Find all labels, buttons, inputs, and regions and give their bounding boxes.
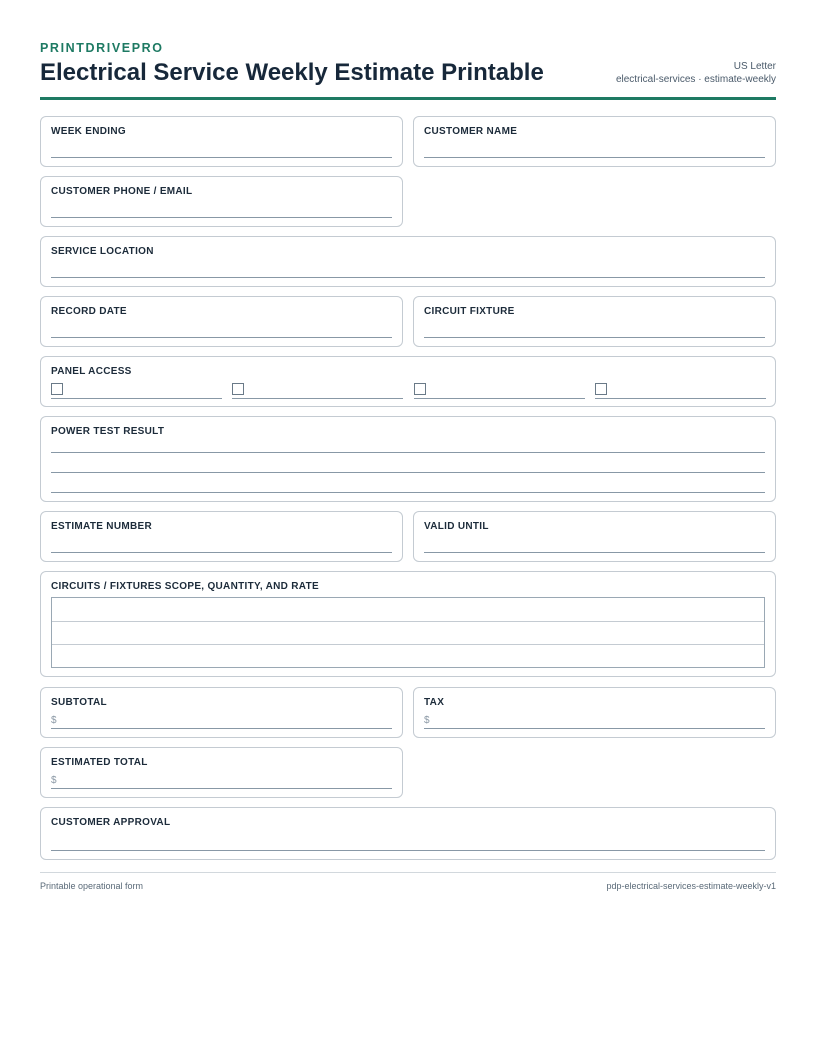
write-line[interactable] (232, 398, 403, 399)
currency-symbol: $ (51, 715, 57, 726)
field-label: CUSTOMER PHONE / EMAIL (51, 186, 193, 197)
customer-contact-field[interactable] (40, 176, 403, 227)
field-label: SERVICE LOCATION (51, 246, 154, 257)
write-line[interactable] (414, 398, 585, 399)
estimated-total-field[interactable] (40, 747, 403, 798)
write-line[interactable] (51, 728, 392, 729)
panel-access-option-4[interactable] (595, 383, 766, 399)
field-label: TAX (424, 697, 445, 708)
panel-access-option-3[interactable] (414, 383, 585, 399)
week-ending-field[interactable] (40, 116, 403, 167)
field-label: CIRCUIT FIXTURE (424, 306, 515, 317)
currency-symbol: $ (424, 715, 430, 726)
field-label: POWER TEST RESULT (51, 426, 165, 437)
write-line[interactable] (424, 728, 765, 729)
field-label: CUSTOMER NAME (424, 126, 518, 137)
checkbox[interactable] (51, 383, 63, 395)
document-meta (616, 60, 776, 86)
write-line[interactable] (51, 217, 392, 218)
brand-name: PRINTDRIVEPRO (40, 41, 164, 55)
tax-field[interactable] (413, 687, 776, 738)
field-label: CUSTOMER APPROVAL (51, 817, 171, 828)
write-line[interactable] (51, 452, 765, 453)
write-line[interactable] (51, 337, 392, 338)
currency-symbol: $ (51, 775, 57, 786)
panel-access-option-2[interactable] (232, 383, 403, 399)
field-label: PANEL ACCESS (51, 366, 132, 377)
field-label: RECORD DATE (51, 306, 127, 317)
record-date-field[interactable] (40, 296, 403, 347)
write-line[interactable] (51, 277, 765, 278)
power-test-result-field[interactable] (40, 416, 776, 502)
write-line[interactable] (595, 398, 766, 399)
checkbox[interactable] (414, 383, 426, 395)
scope-table-field (40, 571, 776, 677)
table-row[interactable] (52, 644, 764, 645)
footer-divider (40, 872, 776, 873)
panel-access-option-1[interactable] (51, 383, 222, 399)
checkbox[interactable] (232, 383, 244, 395)
write-line[interactable] (51, 552, 392, 553)
service-location-field[interactable] (40, 236, 776, 287)
signature-line[interactable] (51, 850, 765, 851)
write-line[interactable] (424, 552, 765, 553)
write-line[interactable] (51, 398, 222, 399)
write-line[interactable] (424, 337, 765, 338)
customer-name-field[interactable] (413, 116, 776, 167)
write-line[interactable] (51, 157, 392, 158)
paper-size: US Letter (733, 61, 776, 72)
scope-table (51, 597, 765, 668)
circuit-fixture-field[interactable] (413, 296, 776, 347)
field-label: SUBTOTAL (51, 697, 107, 708)
footer-note: Printable operational form (40, 881, 144, 891)
header-rule (40, 97, 776, 100)
write-line[interactable] (424, 157, 765, 158)
field-label: ESTIMATE NUMBER (51, 521, 152, 532)
field-label: ESTIMATED TOTAL (51, 757, 148, 768)
panel-access-field (40, 356, 776, 407)
customer-approval-field[interactable] (40, 807, 776, 860)
field-label: CIRCUITS / FIXTURES SCOPE, QUANTITY, AND RATE (51, 581, 319, 592)
write-line[interactable] (51, 788, 392, 789)
form-id: pdp-electrical-services-estimate-weekly-v1 (606, 881, 776, 891)
table-row[interactable] (52, 621, 764, 622)
field-label: WEEK ENDING (51, 126, 126, 137)
valid-until-field[interactable] (413, 511, 776, 562)
checkbox[interactable] (595, 383, 607, 395)
subtotal-field[interactable] (40, 687, 403, 738)
write-line[interactable] (51, 472, 765, 473)
estimate-number-field[interactable] (40, 511, 403, 562)
write-line[interactable] (51, 492, 765, 493)
page-title: Electrical Service Weekly Estimate Printable (40, 59, 544, 86)
field-label: VALID UNTIL (424, 521, 489, 532)
category-path: electrical-services · estimate-weekly (615, 74, 776, 85)
